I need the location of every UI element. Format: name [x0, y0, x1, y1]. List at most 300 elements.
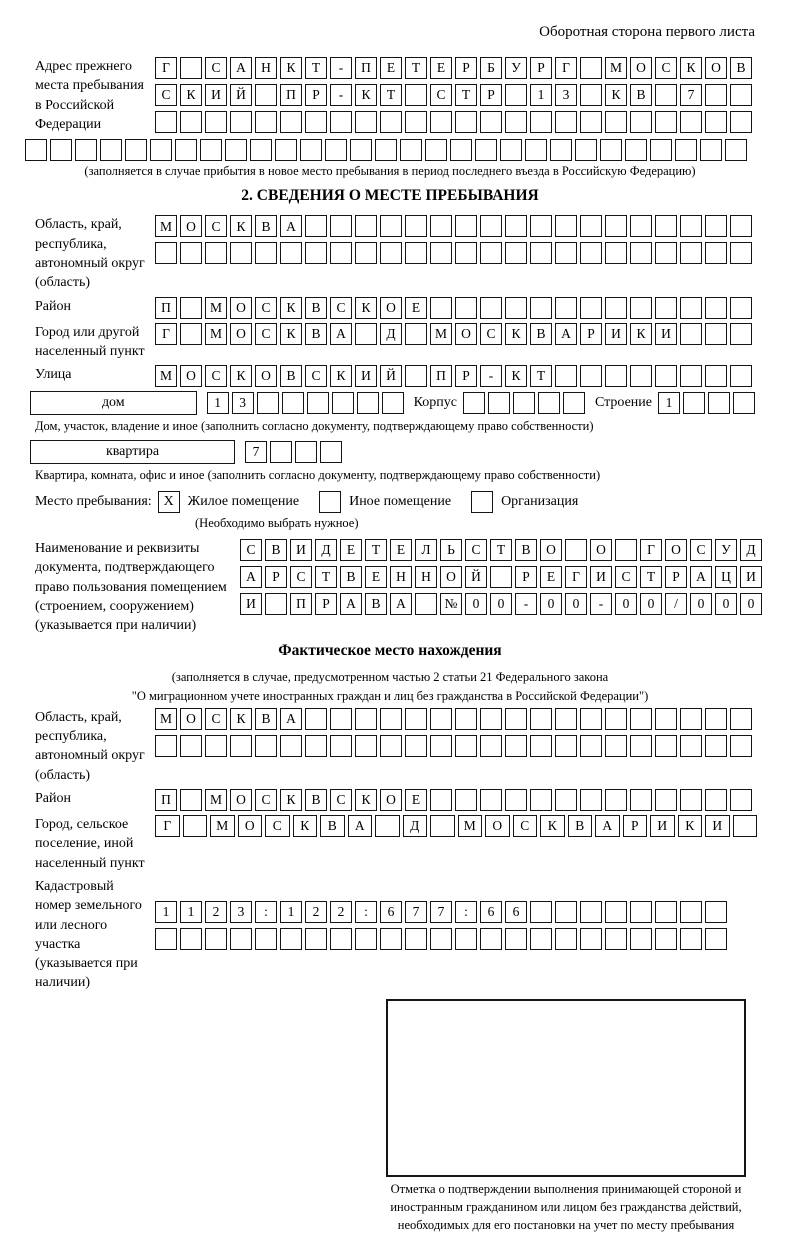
char-cell: Г: [640, 539, 662, 561]
char-cell: С: [330, 297, 352, 319]
char-cell: И: [355, 365, 377, 387]
char-cell: [400, 139, 422, 161]
char-cell: П: [155, 297, 177, 319]
char-cell: Н: [255, 57, 277, 79]
char-cell: [555, 789, 577, 811]
char-cell: :: [455, 901, 477, 923]
char-cell: [183, 815, 208, 837]
actual-district-row: [155, 789, 755, 811]
char-cell: [280, 735, 302, 757]
char-cell: [305, 215, 327, 237]
char-cell: [455, 215, 477, 237]
char-cell: [480, 928, 502, 950]
char-cell: В: [305, 323, 327, 345]
char-cell: [655, 297, 677, 319]
char-cell: [280, 928, 302, 950]
char-cell: О: [255, 365, 277, 387]
option-other-premises-label: Иное помещение: [349, 494, 452, 510]
document-row-2: [240, 566, 762, 588]
char-cell: [525, 139, 547, 161]
char-cell: [565, 539, 587, 561]
char-cell: [680, 297, 702, 319]
char-cell: Й: [465, 566, 487, 588]
char-cell: Г: [555, 57, 577, 79]
char-cell: [480, 297, 502, 319]
char-cell: [630, 365, 652, 387]
char-cell: Ц: [715, 566, 737, 588]
char-cell: /: [665, 593, 687, 615]
city-label: Город или другой населенный пункт: [35, 324, 145, 359]
char-cell: И: [650, 815, 675, 837]
char-cell: [530, 928, 552, 950]
char-cell: [530, 735, 552, 757]
char-cell: [455, 297, 477, 319]
char-cell: [475, 139, 497, 161]
char-cell: С: [205, 708, 227, 730]
char-cell: А: [230, 57, 252, 79]
char-cell: Л: [415, 539, 437, 561]
char-cell: Г: [155, 57, 177, 79]
char-cell: [705, 928, 727, 950]
char-cell: [505, 215, 527, 237]
char-cell: -: [515, 593, 537, 615]
char-cell: [455, 928, 477, 950]
char-cell: [175, 139, 197, 161]
checkbox-residential: X: [158, 491, 180, 513]
char-cell: Д: [403, 815, 428, 837]
actual-region-row-1: [155, 708, 755, 730]
char-cell: [330, 242, 352, 264]
city-row: [155, 323, 755, 345]
char-cell: [630, 242, 652, 264]
char-cell: [230, 735, 252, 757]
option-organization-label: Организация: [501, 494, 579, 510]
checkbox-other-premises: [319, 491, 341, 513]
char-cell: [705, 111, 727, 133]
char-cell: -: [590, 593, 612, 615]
char-cell: [580, 242, 602, 264]
char-cell: [480, 735, 502, 757]
char-cell: [730, 789, 752, 811]
char-cell: С: [430, 84, 452, 106]
char-cell: [380, 111, 402, 133]
char-cell: М: [605, 57, 627, 79]
char-cell: [550, 139, 572, 161]
stroenie-label: Строение: [594, 395, 652, 411]
char-cell: [180, 323, 202, 345]
char-cell: [230, 111, 252, 133]
char-cell: [75, 139, 97, 161]
prev-address-row-4: [25, 139, 755, 161]
char-cell: Ь: [440, 539, 462, 561]
char-cell: [225, 139, 247, 161]
char-cell: Р: [515, 566, 537, 588]
char-cell: [325, 139, 347, 161]
char-cell: К: [293, 815, 318, 837]
char-cell: Т: [365, 539, 387, 561]
char-cell: О: [705, 57, 727, 79]
char-cell: [730, 735, 752, 757]
char-cell: [355, 111, 377, 133]
char-cell: [305, 928, 327, 950]
char-cell: [563, 392, 585, 414]
char-cell: К: [180, 84, 202, 106]
char-cell: И: [705, 815, 730, 837]
char-cell: П: [280, 84, 302, 106]
char-cell: [405, 111, 427, 133]
char-cell: С: [290, 566, 312, 588]
char-cell: К: [355, 297, 377, 319]
char-cell: А: [280, 215, 302, 237]
char-cell: [505, 84, 527, 106]
char-cell: А: [340, 593, 362, 615]
stay-type-note: (Необходимо выбрать нужное): [195, 516, 359, 531]
stamp-area: [25, 999, 755, 1234]
char-cell: О: [180, 365, 202, 387]
char-cell: [630, 111, 652, 133]
char-cell: [705, 708, 727, 730]
char-cell: [705, 215, 727, 237]
char-cell: [430, 789, 452, 811]
char-cell: [683, 392, 705, 414]
char-cell: [505, 928, 527, 950]
char-cell: [505, 297, 527, 319]
char-cell: О: [440, 566, 462, 588]
char-cell: Е: [365, 566, 387, 588]
char-cell: П: [355, 57, 377, 79]
cadastral-row-2: [155, 928, 755, 950]
char-cell: Т: [455, 84, 477, 106]
char-cell: М: [210, 815, 235, 837]
char-cell: 1: [530, 84, 552, 106]
char-cell: 6: [480, 901, 502, 923]
char-cell: А: [240, 566, 262, 588]
char-cell: [405, 215, 427, 237]
char-cell: [405, 928, 427, 950]
char-cell: [200, 139, 222, 161]
char-cell: [280, 242, 302, 264]
region-field: [25, 215, 755, 292]
actual-location-note-2: "О миграционном учете иностранных граждан и лиц без гражданства в Российской Федерации"): [131, 688, 649, 703]
apartment-caption: Квартира, комната, офис и иное (заполнить согласно документу, подтверждающему право собственности): [35, 468, 601, 483]
char-cell: Р: [455, 365, 477, 387]
actual-region-row-2: [155, 735, 755, 757]
char-cell: [380, 735, 402, 757]
char-cell: [490, 566, 512, 588]
char-cell: 7: [245, 441, 267, 463]
char-cell: О: [540, 539, 562, 561]
char-cell: [580, 789, 602, 811]
char-cell: [605, 111, 627, 133]
char-cell: [708, 392, 730, 414]
char-cell: Г: [565, 566, 587, 588]
char-cell: О: [230, 789, 252, 811]
street-row: [155, 365, 755, 387]
char-cell: И: [290, 539, 312, 561]
char-cell: [330, 111, 352, 133]
char-cell: [705, 901, 727, 923]
char-cell: К: [680, 57, 702, 79]
region-label: Область, край, республика, автономный округ (область): [35, 217, 145, 291]
char-cell: 0: [465, 593, 487, 615]
char-cell: В: [630, 84, 652, 106]
char-cell: [655, 928, 677, 950]
char-cell: [530, 901, 552, 923]
char-cell: Д: [315, 539, 337, 561]
char-cell: [180, 297, 202, 319]
char-cell: [455, 111, 477, 133]
char-cell: [530, 215, 552, 237]
char-cell: [300, 139, 322, 161]
char-cell: [265, 593, 287, 615]
char-cell: Т: [315, 566, 337, 588]
char-cell: А: [280, 708, 302, 730]
char-cell: С: [330, 789, 352, 811]
char-cell: [675, 139, 697, 161]
char-cell: [380, 708, 402, 730]
char-cell: [500, 139, 522, 161]
char-cell: К: [505, 365, 527, 387]
char-cell: [355, 708, 377, 730]
char-cell: [307, 392, 329, 414]
cadastral-row-1: [155, 901, 755, 923]
char-cell: [575, 139, 597, 161]
char-cell: [580, 84, 602, 106]
char-cell: [730, 111, 752, 133]
char-cell: [282, 392, 304, 414]
char-cell: [505, 708, 527, 730]
char-cell: [580, 297, 602, 319]
stay-type-label: Место пребывания:: [35, 494, 152, 510]
char-cell: [555, 365, 577, 387]
char-cell: О: [230, 323, 252, 345]
char-cell: [655, 365, 677, 387]
char-cell: В: [530, 323, 552, 345]
char-cell: [680, 323, 702, 345]
char-cell: 6: [380, 901, 402, 923]
char-cell: К: [678, 815, 703, 837]
char-cell: [530, 708, 552, 730]
char-cell: [380, 928, 402, 950]
char-cell: 1: [180, 901, 202, 923]
char-cell: [705, 242, 727, 264]
char-cell: [615, 539, 637, 561]
actual-city-field: [25, 815, 755, 873]
char-cell: 7: [680, 84, 702, 106]
char-cell: Р: [455, 57, 477, 79]
char-cell: Й: [230, 84, 252, 106]
apartment-row: [25, 440, 755, 464]
char-cell: [680, 242, 702, 264]
char-cell: А: [390, 593, 412, 615]
char-cell: [600, 139, 622, 161]
char-cell: 7: [405, 901, 427, 923]
cadastral-field: [25, 877, 755, 993]
char-cell: [330, 735, 352, 757]
char-cell: Е: [340, 539, 362, 561]
char-cell: С: [655, 57, 677, 79]
apartment-box-label: квартира: [30, 440, 235, 464]
char-cell: О: [180, 708, 202, 730]
char-cell: [155, 735, 177, 757]
char-cell: М: [155, 215, 177, 237]
char-cell: [330, 215, 352, 237]
char-cell: [680, 789, 702, 811]
char-cell: [150, 139, 172, 161]
char-cell: [680, 365, 702, 387]
char-cell: [305, 735, 327, 757]
char-cell: [180, 57, 202, 79]
char-cell: [455, 708, 477, 730]
char-cell: Т: [305, 57, 327, 79]
char-cell: [730, 242, 752, 264]
char-cell: А: [330, 323, 352, 345]
char-cell: [355, 242, 377, 264]
char-cell: [295, 441, 317, 463]
prev-address-field: [25, 57, 755, 134]
char-cell: [655, 215, 677, 237]
page-header: Оборотная сторона первого листа: [539, 24, 755, 40]
char-cell: К: [540, 815, 565, 837]
char-cell: Е: [540, 566, 562, 588]
char-cell: И: [590, 566, 612, 588]
char-cell: [488, 392, 510, 414]
char-cell: [275, 139, 297, 161]
char-cell: [405, 365, 427, 387]
char-cell: [450, 139, 472, 161]
char-cell: С: [255, 789, 277, 811]
char-cell: С: [155, 84, 177, 106]
char-cell: [255, 928, 277, 950]
char-cell: [580, 735, 602, 757]
char-cell: Р: [265, 566, 287, 588]
char-cell: В: [320, 815, 345, 837]
char-cell: О: [590, 539, 612, 561]
stay-type-row: [25, 491, 755, 513]
char-cell: С: [255, 297, 277, 319]
document-row-1: [240, 539, 762, 561]
char-cell: К: [280, 789, 302, 811]
char-cell: [580, 365, 602, 387]
char-cell: [430, 111, 452, 133]
char-cell: Й: [380, 365, 402, 387]
char-cell: [305, 708, 327, 730]
char-cell: [405, 323, 427, 345]
char-cell: В: [568, 815, 593, 837]
char-cell: [255, 242, 277, 264]
char-cell: 2: [205, 901, 227, 923]
char-cell: [580, 928, 602, 950]
char-cell: 1: [207, 392, 229, 414]
char-cell: [580, 708, 602, 730]
char-cell: 7: [430, 901, 452, 923]
char-cell: [100, 139, 122, 161]
char-cell: [355, 323, 377, 345]
char-cell: [680, 901, 702, 923]
char-cell: [605, 242, 627, 264]
char-cell: П: [430, 365, 452, 387]
char-cell: И: [740, 566, 762, 588]
char-cell: О: [455, 323, 477, 345]
house-row: [25, 391, 755, 415]
char-cell: [250, 139, 272, 161]
char-cell: [730, 297, 752, 319]
char-cell: [605, 708, 627, 730]
char-cell: Е: [405, 789, 427, 811]
char-cell: М: [155, 365, 177, 387]
char-cell: С: [205, 57, 227, 79]
char-cell: [650, 139, 672, 161]
char-cell: Р: [315, 593, 337, 615]
char-cell: С: [690, 539, 712, 561]
region-row-1: [155, 215, 755, 237]
char-cell: 0: [740, 593, 762, 615]
char-cell: [332, 392, 354, 414]
char-cell: В: [255, 215, 277, 237]
char-cell: [580, 901, 602, 923]
char-cell: И: [205, 84, 227, 106]
char-cell: 3: [555, 84, 577, 106]
char-cell: [630, 215, 652, 237]
char-cell: [355, 215, 377, 237]
char-cell: Г: [155, 815, 180, 837]
char-cell: [480, 242, 502, 264]
char-cell: [405, 242, 427, 264]
char-cell: [680, 928, 702, 950]
char-cell: 0: [690, 593, 712, 615]
char-cell: К: [355, 789, 377, 811]
house-number-cells: [207, 392, 404, 414]
char-cell: [630, 708, 652, 730]
char-cell: [305, 242, 327, 264]
char-cell: А: [555, 323, 577, 345]
char-cell: 0: [715, 593, 737, 615]
char-cell: [405, 708, 427, 730]
region-row-2: [155, 242, 755, 264]
char-cell: [430, 708, 452, 730]
char-cell: О: [485, 815, 510, 837]
char-cell: К: [630, 323, 652, 345]
cadastral-label: Кадастровый номер земельного или лесного участка (указывается при наличии): [35, 878, 142, 991]
char-cell: [255, 84, 277, 106]
prev-address-caption: (заполняется в случае прибытия в новое место пребывания в период последнего въезда в Российскую Федерацию): [84, 164, 696, 179]
char-cell: [480, 111, 502, 133]
char-cell: [305, 111, 327, 133]
char-cell: [380, 242, 402, 264]
char-cell: [705, 297, 727, 319]
char-cell: [630, 928, 652, 950]
char-cell: [555, 215, 577, 237]
char-cell: [25, 139, 47, 161]
char-cell: Т: [490, 539, 512, 561]
prev-address-row-1: [155, 57, 755, 79]
char-cell: [680, 215, 702, 237]
char-cell: [425, 139, 447, 161]
char-cell: Е: [430, 57, 452, 79]
char-cell: [50, 139, 72, 161]
char-cell: У: [715, 539, 737, 561]
char-cell: [405, 735, 427, 757]
char-cell: [555, 901, 577, 923]
char-cell: [530, 297, 552, 319]
prev-address-cells: [155, 57, 755, 133]
prev-address-label: Адрес прежнего места пребывания в Российской Федерации: [35, 59, 144, 132]
char-cell: М: [205, 297, 227, 319]
char-cell: [655, 708, 677, 730]
char-cell: [705, 84, 727, 106]
house-box-label: дом: [30, 391, 197, 415]
char-cell: Р: [580, 323, 602, 345]
